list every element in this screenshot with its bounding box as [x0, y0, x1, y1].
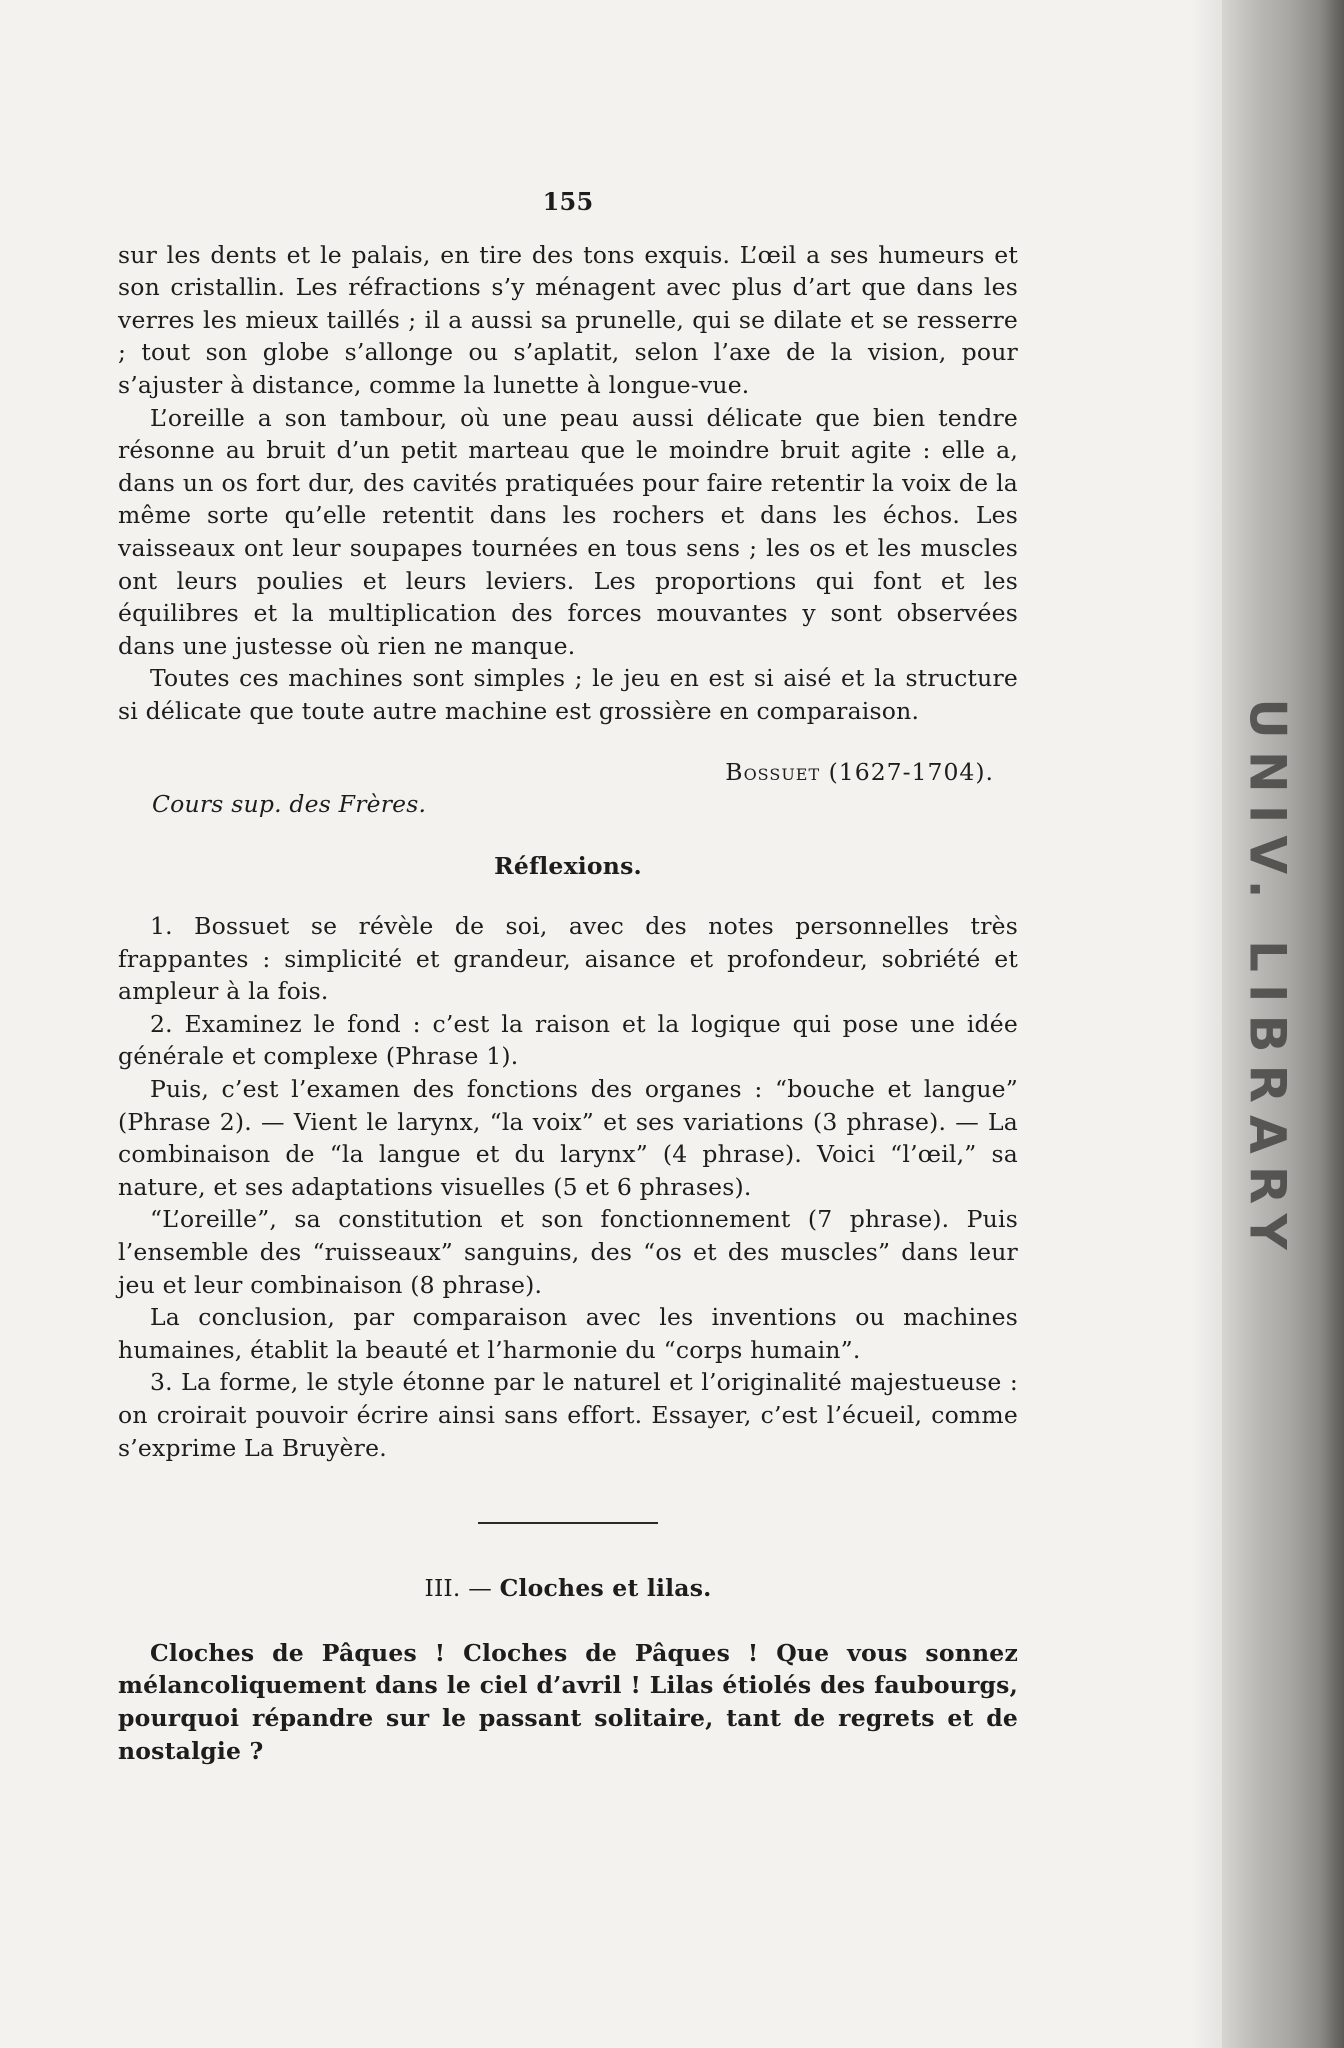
- chapter-opening-paragraph: Cloches de Pâques ! Cloches de Pâques ! Que vous sonnez mélancoliquement dans le ciel d’avril ! Lilas étiolés des faubourgs, pourquoi répandre sur le passant solitaire, tant de regrets et de nostalgie ?: [118, 1638, 1018, 1765]
- library-spine-stamp: [1208, 700, 1328, 1260]
- source-citation: Cours sup. des Frères.: [152, 789, 427, 818]
- section-divider: [478, 1522, 658, 1524]
- reflexion-item: La conclusion, par comparaison avec les inventions ou machines humaines, établit la beauté et l’harmonie du “corps humain”.: [118, 1303, 1018, 1364]
- chapter-heading: [118, 1572, 1018, 1605]
- attribution: [118, 740, 1018, 820]
- chapter-number: III. —: [424, 1574, 492, 1603]
- reflexion-item: 3. La forme, le style étonne par le naturel et l’originalité majestueuse : on croirait pouvoir écrire ainsi sans effort. Essayer, c’est l’écueil, comme s’exprime La Bruyère.: [118, 1368, 1018, 1462]
- chapter-title: Cloches et lilas.: [499, 1574, 712, 1603]
- paragraph: Toutes ces machines sont simples ; le jeu en est si aisé et la structure si délicate que toute autre machine est grossière en comparaison.: [118, 664, 1018, 725]
- reflexion-item: “L’oreille”, sa constitution et son fonctionnement (7 phrase). Puis l’ensemble des “ruisseaux” sanguins, des “os et des muscles” dans leur jeu et leur combinaison (8 phrase).: [118, 1205, 1018, 1299]
- author-signature: Bossuet (1627-1704).: [725, 757, 994, 786]
- page-number: 155: [542, 187, 594, 216]
- spine-stamp-text: UNIV. LIBRARY: [1239, 698, 1298, 1262]
- paragraph: L’oreille a son tambour, où une peau aussi délicate que bien tendre résonne au bruit d’un petit marteau que le moindre bruit agite : elle a, dans un os fort dur, des cavités pratiquées pour faire retentir la voix de la même sorte qu’elle retentit dans les rochers et dans les échos. Les vaisseaux ont leur soupapes tournées en tous sens ; les os et les muscles ont leurs poulies et leurs leviers. Les proportions qui font et les équilibres et la multiplication des forces mouvantes y sont observées dans une justesse où rien ne manque.: [118, 403, 1018, 660]
- reflexion-item: Puis, c’est l’examen des fonctions des organes : “bouche et langue” (Phrase 2). — Vient le larynx, “la voix” et ses variations (3 phrase). — La combinaison de “la langue et du larynx” (4 phrase). Voici “l’œil,” sa nature, et ses adaptations visuelles (5 et 6 phrases).: [118, 1075, 1018, 1201]
- reflexion-item: 1. Bossuet se révèle de soi, avec des notes personnelles très frappantes : simplicité et grandeur, aisance et profondeur, sobriété et ampleur à la fois.: [118, 912, 1018, 1006]
- page-text: [118, 186, 1018, 1767]
- reflexion-item: 2. Examinez le fond : c’est la raison et la logique qui pose une idée générale et complexe (Phrase 1).: [118, 1009, 1018, 1071]
- reflexions-heading: Réflexions.: [494, 851, 642, 880]
- paragraph: sur les dents et le palais, en tire des tons exquis. L’œil a ses humeurs et son cristallin. Les réfractions s’y ménagent avec plus d’art que dans les verres les mieux taillés ; il a aussi sa prunelle, qui se dilate et se resserre ; tout son globe s’allonge ou s’aplatit, selon l’axe de la vision, pour s’ajuster à distance, comme la lunette à longue-vue.: [118, 240, 1018, 399]
